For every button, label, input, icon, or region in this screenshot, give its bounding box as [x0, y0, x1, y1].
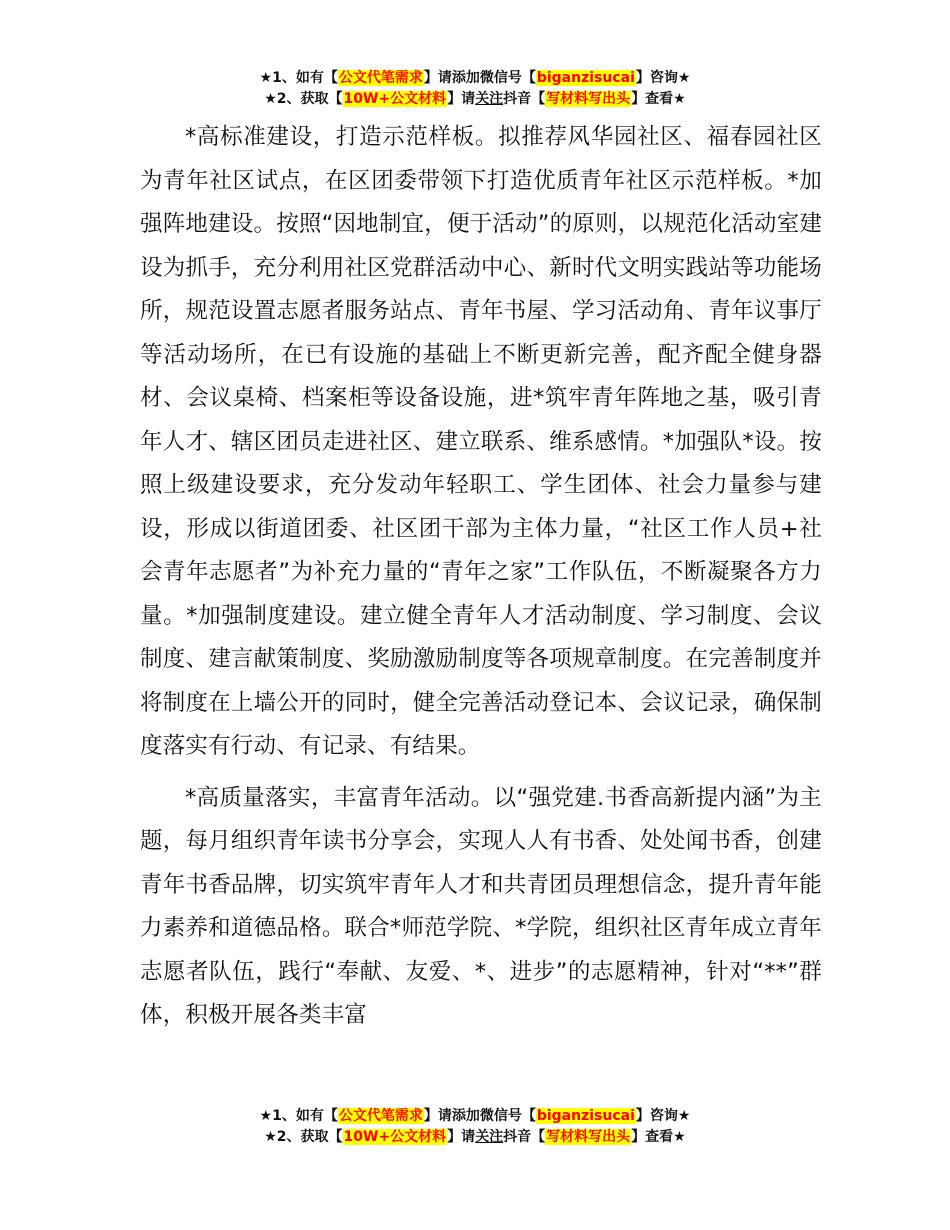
- promo-highlight-wechat-id: biganzisucai: [536, 70, 635, 86]
- body-paragraph: *高标准建设，打造示范样板。拟推荐风华园社区、福春园社区为青年社区试点，在区团委带领下打造优质青年社区示范样板。*加强阵地建设。按照“因地制宜，便于活动”的原则，以规范化活动室建设为抓手，充分利用社区党群活动中心、新时代文明实践站等功能场所，规范设置志愿者服务站点、青年书屋、学习活动角、青年议事厅等活动场所，在已有设施的基础上不断更新完善，配齐配全健身器材、会议桌椅、档案柜等设备设施，进*筑牢青年阵地之基，吸引青年人才、辖区团员走进社区、建立联系、维系感情。*加强队*设。按照上级建设要求，充分发动年轻职工、学生团体、社会力量参与建设，形成以街道团委、社区团干部为主体力量，“社区工作人员+社会青年志愿者”为补充力量的“青年之家”工作队伍，不断凝聚各方力量。*加强制度建设。建立健全青年人才活动制度、学习制度、会议制度、建言献策制度、奖励激励制度等各项规章制度。在完善制度并将制度在上墙公开的同时，健全完善活动登记本、会议记录，确保制度落实有行动、有记录、有结果。: [140, 124, 823, 759]
- promo-highlight-wechat-id: biganzisucai: [536, 1108, 635, 1124]
- promo-text: 】请添加微信号【: [423, 70, 536, 86]
- promo-line-1: [0, 1106, 950, 1127]
- header-promo-banner: [0, 68, 950, 110]
- promo-text: 抖音【: [503, 91, 546, 107]
- promo-text: 】请添加微信号【: [423, 1108, 536, 1124]
- promo-highlight-service: 公文代笔需求: [338, 70, 423, 86]
- document-body: [140, 116, 822, 1038]
- promo-text: 抖音【: [503, 1129, 546, 1145]
- body-paragraph: *高质量落实，丰富青年活动。以“强党建.书香高新提内涵”为主题，每月组织青年读书分享会，实现人人有书香、处处闻书香，创建青年书香品牌，切实筑牢青年人才和共青团员理想信念，提升青年能力素养和道德品格。联合*师范学院、*学院，组织社区青年成立青年志愿者队伍，践行“奉献、友爱、*、进步”的志愿精神，针对“**”群体，积极开展各类丰富: [140, 784, 822, 1028]
- promo-line-2: [0, 1127, 950, 1148]
- promo-highlight-materials: 10W+公文材料: [343, 1129, 447, 1145]
- promo-text: 】查看★: [631, 1129, 686, 1145]
- promo-underlined-follow: 关注: [475, 1129, 504, 1145]
- promo-line-2: [0, 89, 950, 110]
- promo-text: 】请: [447, 91, 476, 107]
- promo-text: 】咨询★: [635, 1108, 691, 1124]
- promo-text: 】咨询★: [635, 70, 691, 86]
- promo-highlight-materials: 10W+公文材料: [343, 91, 447, 107]
- promo-text: ★1、如有【: [259, 70, 338, 86]
- promo-text: 】查看★: [631, 91, 686, 107]
- footer-promo-banner: [0, 1106, 950, 1148]
- promo-highlight-account: 写材料写出头: [546, 91, 631, 107]
- promo-highlight-account: 写材料写出头: [546, 1129, 631, 1145]
- promo-underlined-follow: 关注: [475, 91, 504, 107]
- promo-text: ★2、获取【: [264, 91, 343, 107]
- promo-text: ★1、如有【: [259, 1108, 338, 1124]
- promo-text: 】请: [447, 1129, 476, 1145]
- promo-highlight-service: 公文代笔需求: [338, 1108, 423, 1124]
- promo-text: ★2、获取【: [264, 1129, 343, 1145]
- promo-line-1: [0, 68, 950, 89]
